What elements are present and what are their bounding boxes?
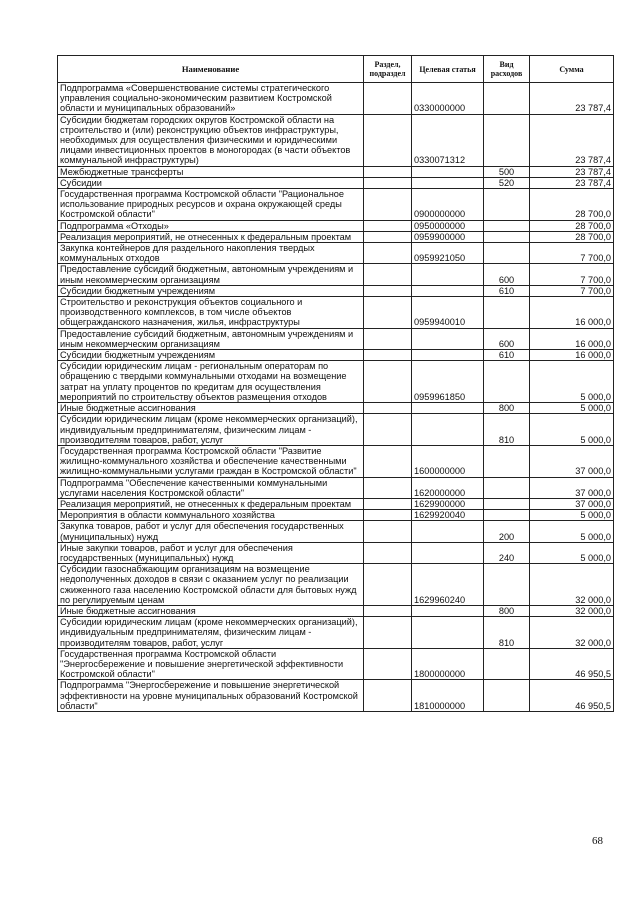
row-expense-cell: 520	[484, 177, 530, 188]
row-expense-cell	[484, 297, 530, 329]
row-expense-cell	[484, 498, 530, 509]
row-name-cell: Подпрограмма "Энергосбережение и повышение энергетической эффективности на уровне муниципальных образований Костромской области"	[58, 680, 364, 712]
row-sum-cell: 16 000,0	[530, 328, 614, 349]
row-name-cell: Иные бюджетные ассигнования	[58, 605, 364, 616]
table-row	[58, 166, 614, 177]
row-expense-cell	[484, 477, 530, 498]
row-expense-cell	[484, 361, 530, 403]
row-sum-cell: 7 700,0	[530, 285, 614, 296]
row-name-cell: Иные бюджетные ассигнования	[58, 403, 364, 414]
row-section-cell	[364, 189, 412, 221]
row-target-cell: 1810000000	[412, 680, 484, 712]
row-target-cell: 0959940010	[412, 297, 484, 329]
table-row	[58, 521, 614, 542]
row-section-cell	[364, 231, 412, 242]
page-number: 68	[592, 835, 603, 847]
row-sum-cell: 28 700,0	[530, 231, 614, 242]
table-row	[58, 498, 614, 509]
row-name-cell: Субсидии юридическим лицам (кроме некоммерческих организаций), индивидуальным предпринимателям, физическим лицам - производителям товаров, работ, услуг	[58, 414, 364, 446]
row-section-cell	[364, 264, 412, 285]
row-section-cell	[364, 243, 412, 264]
row-name-cell: Государственная программа Костромской области "Энергосбережение и повышение энергетической эффективности Костромской области"	[58, 648, 364, 680]
row-name-cell: Субсидии бюджетным учреждениям	[58, 285, 364, 296]
row-name-cell: Субсидии юридическим лицам (кроме некоммерческих организаций), индивидуальным предпринимателям, физическим лицам - производителям товаров, работ, услуг	[58, 617, 364, 649]
table-row	[58, 414, 614, 446]
table-row	[58, 189, 614, 221]
row-name-cell: Строительство и реконструкция объектов социального и производственного комплексов, в том числе объектов общегражданского назначения, жилья, инфраструктуры	[58, 297, 364, 329]
table-row	[58, 403, 614, 414]
table-row	[58, 510, 614, 521]
row-section-cell	[364, 498, 412, 509]
row-section-cell	[364, 350, 412, 361]
row-target-cell: 1600000000	[412, 445, 484, 477]
row-target-cell: 1629920040	[412, 510, 484, 521]
row-name-cell: Мероприятия в области коммунального хозяйства	[58, 510, 364, 521]
row-expense-cell: 240	[484, 542, 530, 563]
row-target-cell: 1629960240	[412, 564, 484, 606]
header-name: Наименование	[58, 56, 364, 83]
table-row	[58, 648, 614, 680]
table-row	[58, 350, 614, 361]
table-row	[58, 445, 614, 477]
header-target: Целевая статья	[412, 56, 484, 83]
row-sum-cell: 16 000,0	[530, 297, 614, 329]
row-section-cell	[364, 166, 412, 177]
row-target-cell	[412, 264, 484, 285]
row-sum-cell: 16 000,0	[530, 350, 614, 361]
row-expense-cell	[484, 564, 530, 606]
row-sum-cell: 5 000,0	[530, 542, 614, 563]
header-expense: Вид расходов	[484, 56, 530, 83]
row-target-cell	[412, 328, 484, 349]
header-section: Раздел, подраздел	[364, 56, 412, 83]
table-row	[58, 477, 614, 498]
row-name-cell: Межбюджетные трансферты	[58, 166, 364, 177]
table-row	[58, 114, 614, 166]
row-section-cell	[364, 510, 412, 521]
row-section-cell	[364, 542, 412, 563]
row-expense-cell	[484, 445, 530, 477]
table-row	[58, 285, 614, 296]
table-body	[58, 83, 614, 712]
row-expense-cell	[484, 220, 530, 231]
row-target-cell: 0950000000	[412, 220, 484, 231]
row-sum-cell: 37 000,0	[530, 477, 614, 498]
table-row	[58, 264, 614, 285]
row-expense-cell: 600	[484, 264, 530, 285]
table-row	[58, 83, 614, 115]
row-name-cell: Закупка контейнеров для раздельного накопления твердых коммунальных отходов	[58, 243, 364, 264]
row-expense-cell: 600	[484, 328, 530, 349]
row-name-cell: Субсидии бюджетным учреждениям	[58, 350, 364, 361]
row-expense-cell: 800	[484, 403, 530, 414]
row-sum-cell: 32 000,0	[530, 605, 614, 616]
row-sum-cell: 5 000,0	[530, 510, 614, 521]
row-expense-cell	[484, 680, 530, 712]
row-section-cell	[364, 285, 412, 296]
row-name-cell: Государственная программа Костромской области "Рациональное использование природных ресурсов и охрана окружающей среды Костромской области"	[58, 189, 364, 221]
row-sum-cell: 46 950,5	[530, 648, 614, 680]
row-target-cell: 1800000000	[412, 648, 484, 680]
row-sum-cell: 28 700,0	[530, 189, 614, 221]
row-section-cell	[364, 177, 412, 188]
row-section-cell	[364, 114, 412, 166]
row-name-cell: Субсидии	[58, 177, 364, 188]
row-target-cell: 0959921050	[412, 243, 484, 264]
row-name-cell: Подпрограмма "Обеспечение качественными коммунальными услугами населения Костромской области"	[58, 477, 364, 498]
row-sum-cell: 37 000,0	[530, 445, 614, 477]
row-name-cell: Субсидии бюджетам городских округов Костромской области на строительство и (или) реконструкцию объектов инфраструктуры, необходимых для осуществления физическими и юридическими лицами инвестиционных проектов в моногородах (в части объектов коммунальной инфраструктуры)	[58, 114, 364, 166]
row-section-cell	[364, 297, 412, 329]
row-section-cell	[364, 445, 412, 477]
row-target-cell: 1629900000	[412, 498, 484, 509]
table-row	[58, 361, 614, 403]
row-expense-cell: 800	[484, 605, 530, 616]
row-expense-cell	[484, 510, 530, 521]
row-name-cell: Субсидии газоснабжающим организациям на возмещение недополученных доходов в связи с оказанием услуг по реализации сжиженного газа населению Костромской области для бытовых нужд по регулируемым ценам	[58, 564, 364, 606]
row-target-cell: 0330071312	[412, 114, 484, 166]
row-sum-cell: 7 700,0	[530, 243, 614, 264]
row-target-cell: 0959900000	[412, 231, 484, 242]
row-name-cell: Иные закупки товаров, работ и услуг для обеспечения государственных (муниципальных) нужд	[58, 542, 364, 563]
row-sum-cell: 28 700,0	[530, 220, 614, 231]
row-target-cell	[412, 414, 484, 446]
row-target-cell	[412, 521, 484, 542]
row-section-cell	[364, 648, 412, 680]
table-row	[58, 680, 614, 712]
row-target-cell	[412, 605, 484, 616]
table-row	[58, 328, 614, 349]
row-expense-cell	[484, 189, 530, 221]
row-target-cell: 1620000000	[412, 477, 484, 498]
table-header-row	[58, 56, 614, 83]
row-target-cell: 0959961850	[412, 361, 484, 403]
row-section-cell	[364, 403, 412, 414]
row-target-cell	[412, 403, 484, 414]
row-expense-cell: 810	[484, 617, 530, 649]
table-row	[58, 243, 614, 264]
row-sum-cell: 37 000,0	[530, 498, 614, 509]
row-sum-cell: 5 000,0	[530, 521, 614, 542]
row-name-cell: Подпрограмма «Отходы»	[58, 220, 364, 231]
row-sum-cell: 5 000,0	[530, 361, 614, 403]
row-expense-cell	[484, 83, 530, 115]
row-section-cell	[364, 617, 412, 649]
row-sum-cell: 5 000,0	[530, 414, 614, 446]
table-row	[58, 617, 614, 649]
row-section-cell	[364, 328, 412, 349]
row-name-cell: Субсидии юридическим лицам - региональным операторам по обращению с твердыми коммунальными отходами на возмещение затрат на уплату процентов по кредитам для осуществления мероприятий по строительству объектов размещения отходов	[58, 361, 364, 403]
row-expense-cell	[484, 114, 530, 166]
row-section-cell	[364, 220, 412, 231]
table-row	[58, 231, 614, 242]
row-section-cell	[364, 361, 412, 403]
row-expense-cell	[484, 648, 530, 680]
row-section-cell	[364, 680, 412, 712]
row-expense-cell: 200	[484, 521, 530, 542]
row-target-cell	[412, 285, 484, 296]
row-target-cell	[412, 542, 484, 563]
row-sum-cell: 23 787,4	[530, 114, 614, 166]
row-section-cell	[364, 477, 412, 498]
row-section-cell	[364, 564, 412, 606]
row-target-cell: 0330000000	[412, 83, 484, 115]
row-sum-cell: 23 787,4	[530, 83, 614, 115]
row-sum-cell: 46 950,5	[530, 680, 614, 712]
table-row	[58, 220, 614, 231]
table-row	[58, 177, 614, 188]
row-target-cell	[412, 350, 484, 361]
row-sum-cell: 23 787,4	[530, 166, 614, 177]
row-name-cell: Подпрограмма «Совершенствование системы стратегического управления социально-экономическим развитием Костромской области и муниципальных образований»	[58, 83, 364, 115]
row-expense-cell	[484, 231, 530, 242]
row-target-cell: 0900000000	[412, 189, 484, 221]
row-name-cell: Закупка товаров, работ и услуг для обеспечения государственных (муниципальных) нужд	[58, 521, 364, 542]
row-sum-cell: 32 000,0	[530, 617, 614, 649]
row-sum-cell: 23 787,4	[530, 177, 614, 188]
row-expense-cell	[484, 243, 530, 264]
row-expense-cell: 810	[484, 414, 530, 446]
row-section-cell	[364, 605, 412, 616]
row-target-cell	[412, 177, 484, 188]
table-row	[58, 542, 614, 563]
row-target-cell	[412, 617, 484, 649]
row-section-cell	[364, 521, 412, 542]
table-row	[58, 297, 614, 329]
row-expense-cell: 610	[484, 285, 530, 296]
row-name-cell: Предоставление субсидий бюджетным, автономным учреждениям и иным некоммерческим организациям	[58, 328, 364, 349]
budget-table	[57, 55, 614, 712]
row-sum-cell: 5 000,0	[530, 403, 614, 414]
row-expense-cell: 500	[484, 166, 530, 177]
row-section-cell	[364, 83, 412, 115]
row-sum-cell: 32 000,0	[530, 564, 614, 606]
row-name-cell: Предоставление субсидий бюджетным, автономным учреждениям и иным некоммерческим организациям	[58, 264, 364, 285]
row-name-cell: Государственная программа Костромской области "Развитие жилищно-коммунального хозяйства и обеспечение качественными жилищно-коммунальными услугами граждан в Костромской области"	[58, 445, 364, 477]
row-section-cell	[364, 414, 412, 446]
table-row	[58, 605, 614, 616]
header-sum: Сумма	[530, 56, 614, 83]
row-expense-cell: 610	[484, 350, 530, 361]
row-target-cell	[412, 166, 484, 177]
row-name-cell: Реализация мероприятий, не отнесенных к федеральным проектам	[58, 498, 364, 509]
table-row	[58, 564, 614, 606]
row-name-cell: Реализация мероприятий, не отнесенных к федеральным проектам	[58, 231, 364, 242]
row-sum-cell: 7 700,0	[530, 264, 614, 285]
